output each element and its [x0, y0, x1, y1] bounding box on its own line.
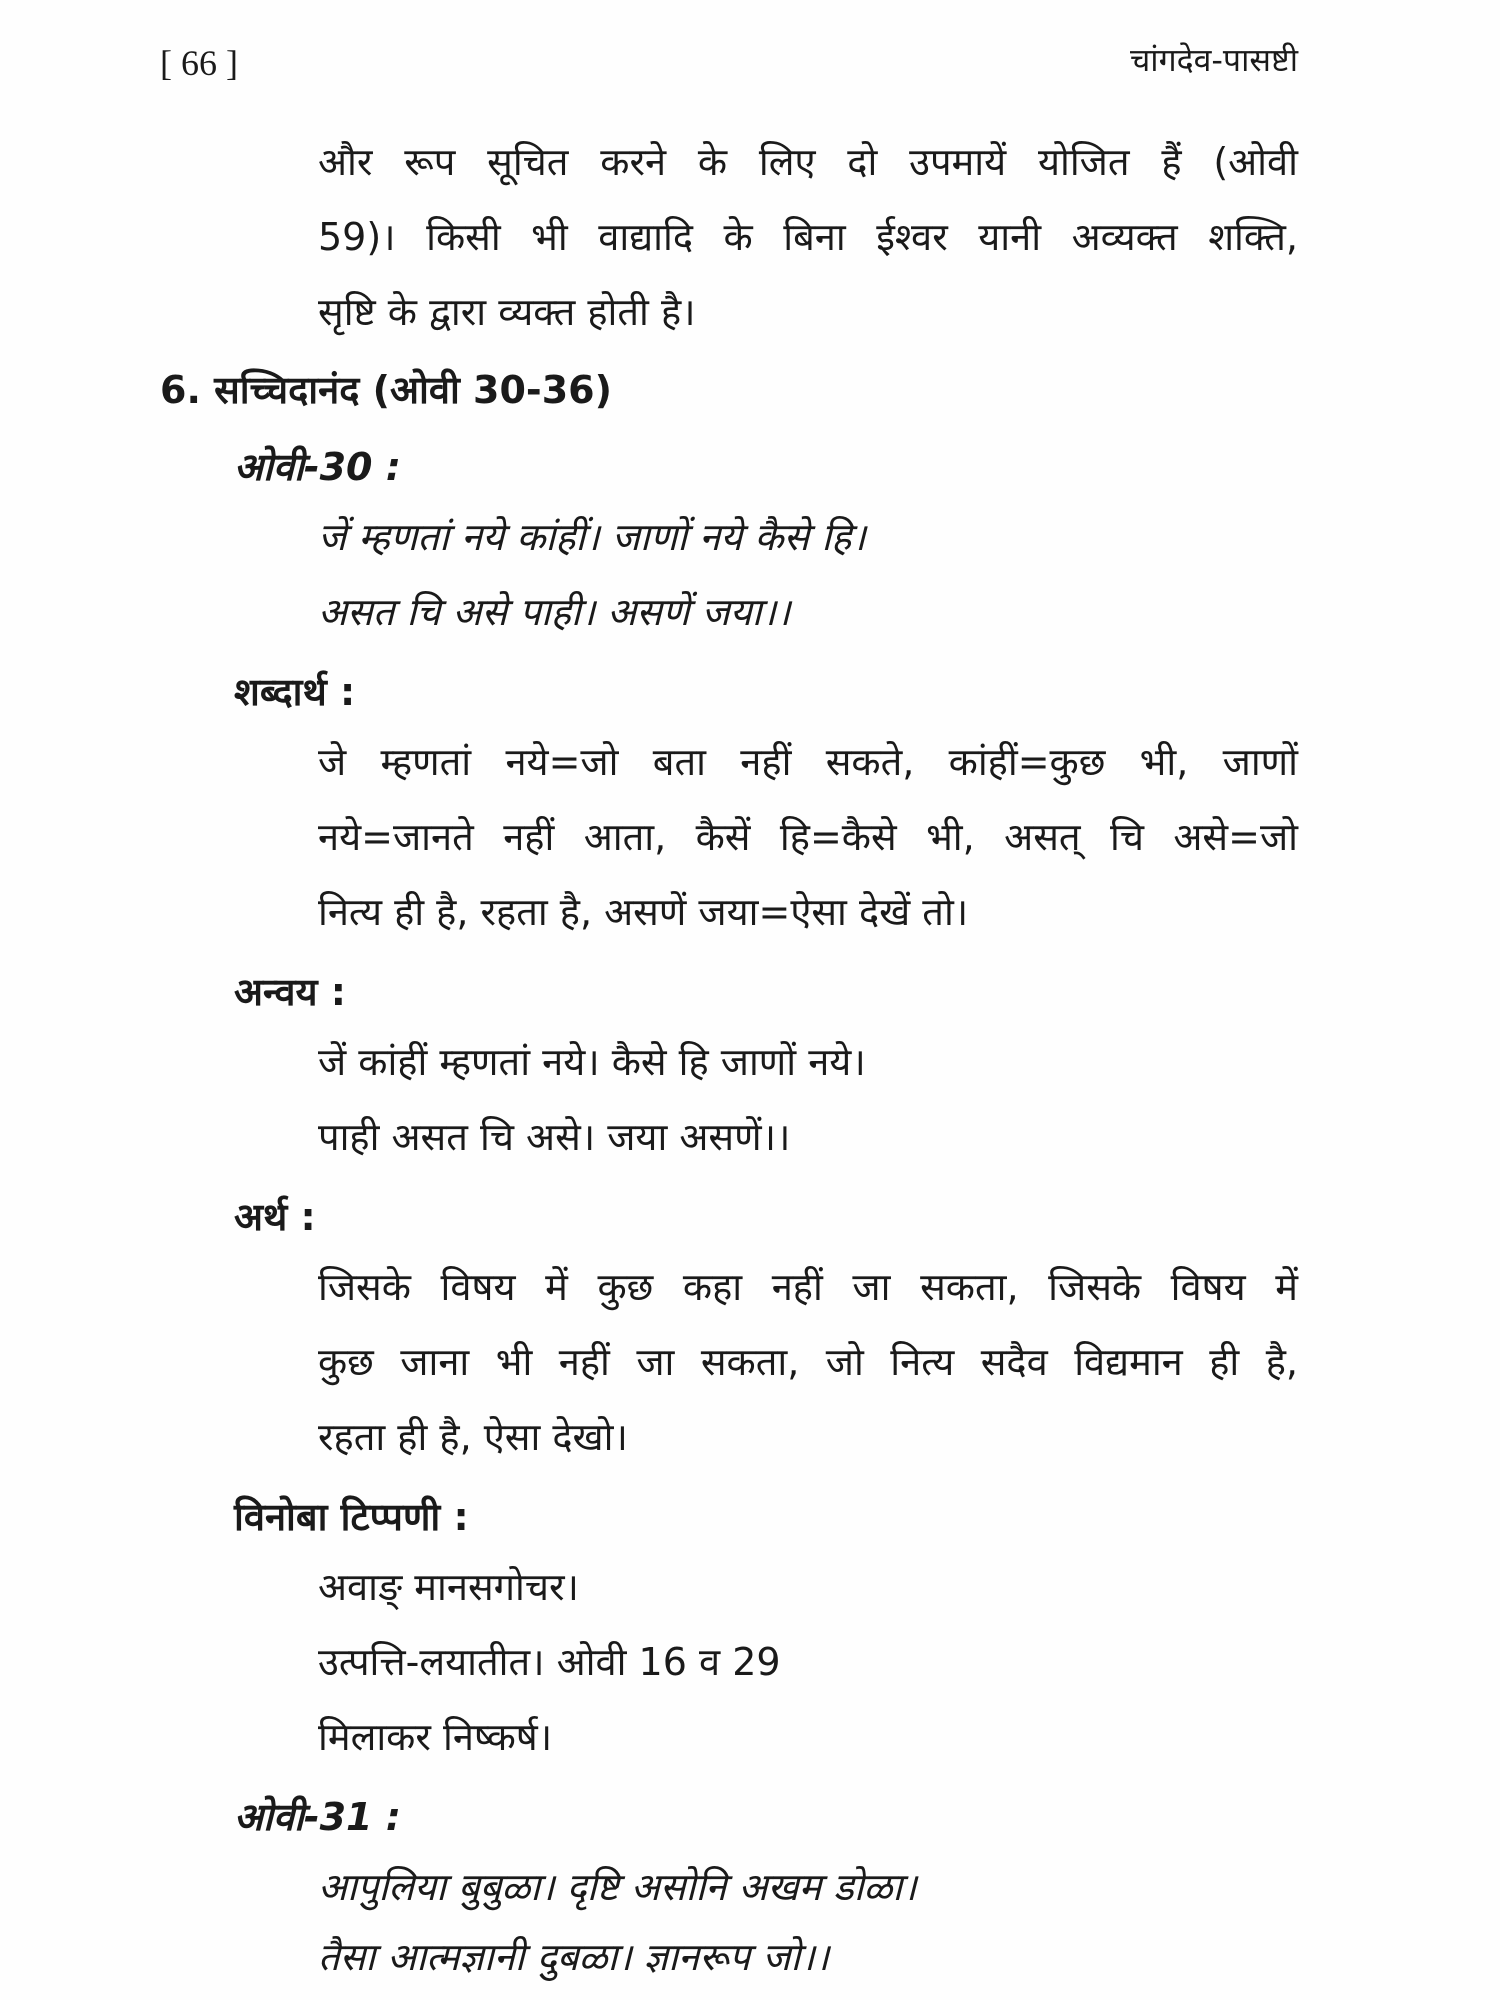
verse-line: आपुलिया बुबुळा। दृष्टि असोनि अखम डोळा।	[318, 1865, 917, 1909]
intro-line: 59)। किसी भी वाद्यादि के बिना ईश्वर यानी अव्यक्त शक्ति,	[318, 215, 1298, 259]
running-title: चांगदेव-पासष्टी	[1129, 41, 1298, 79]
anvay-label: अन्वय :	[234, 970, 346, 1014]
verse-line: जें म्हणतां नये कांहीं। जाणों नये कैसे हि।	[318, 515, 866, 559]
shabdarth-line: नित्य ही है, रहता है, असणें जया=ऐसा देखें तो।	[318, 890, 969, 934]
arth-line: रहता ही है, ऐसा देखो।	[318, 1415, 628, 1459]
intro-line: और रूप सूचित करने के लिए दो उपमायें योजित हैं (ओवी	[318, 140, 1298, 184]
arth-line: जिसके विषय में कुछ कहा नहीं जा सकता, जिसके विषय में	[318, 1265, 1298, 1309]
verse-line: तैसा आत्मज्ञानी दुबळा। ज्ञानरूप जो।।	[318, 1935, 830, 1979]
tippani-line: अवाङ् मानसगोचर।	[318, 1565, 579, 1609]
page-number: [ 66 ]	[160, 43, 238, 83]
shabdarth-label: शब्दार्थ :	[234, 670, 356, 714]
shabdarth-line: जे म्हणतां नये=जो बता नहीं सकते, कांहीं=कुछ भी, जाणों	[318, 740, 1298, 784]
verse-line: असत चि असे पाही। असणें जया।।	[318, 590, 791, 634]
tippani-line: उत्पत्ति-लयातीत। ओवी 16 व 29	[318, 1640, 781, 1684]
ovi-31-label: ओवी-31 :	[234, 1795, 401, 1839]
anvay-line: जें कांहीं म्हणतां नये। कैसे हि जाणों नये।	[318, 1040, 866, 1084]
ovi-30-label: ओवी-30 :	[234, 445, 401, 489]
arth-label: अर्थ :	[234, 1195, 316, 1239]
tippani-line: मिलाकर निष्कर्ष।	[318, 1715, 553, 1759]
shabdarth-line: नये=जानते नहीं आता, कैसें हि=कैसे भी, असत् चि असे=जो	[318, 815, 1298, 859]
tippani-label: विनोबा टिप्पणी :	[234, 1495, 469, 1539]
anvay-line: पाही असत चि असे। जया असणें।।	[318, 1115, 791, 1159]
arth-line: कुछ जाना भी नहीं जा सकता, जो नित्य सदैव विद्यमान ही है,	[318, 1340, 1298, 1384]
intro-line: सृष्टि के द्वारा व्यक्त होती है।	[318, 290, 696, 334]
section-heading: 6. सच्चिदानंद (ओवी 30-36)	[160, 368, 612, 412]
